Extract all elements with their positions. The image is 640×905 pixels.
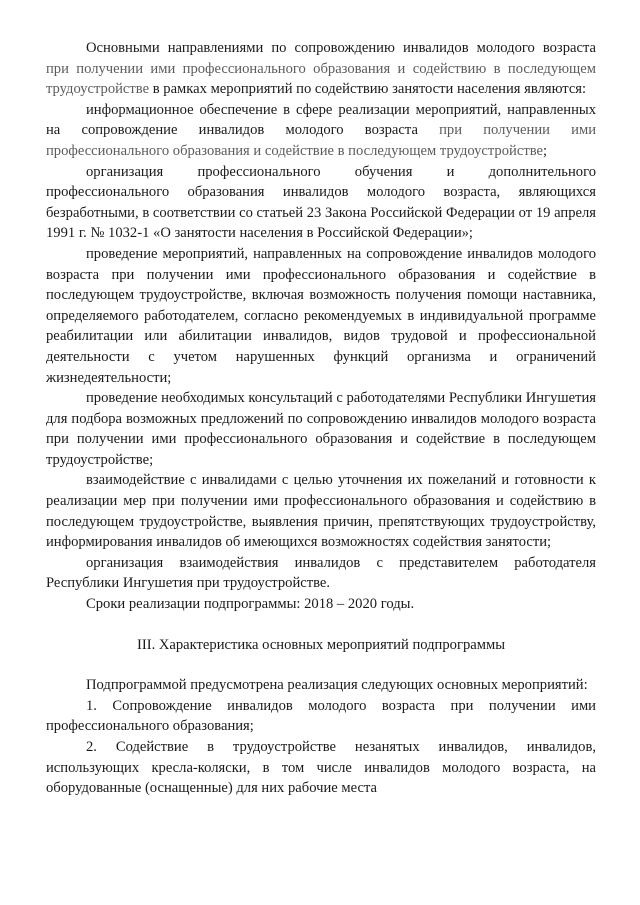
intro-text-muted: при получении ими профессионального образования и содействию в последующем трудоустройстве <box>46 60 596 98</box>
intro-text-3: в рамках мероприятий по содействию занятости населения являются: <box>149 81 587 98</box>
section-heading: III. Характеристика основных мероприятий подпрограммы <box>136 636 505 653</box>
section-item-2: 2. Содействие в трудоустройстве незанятых инвалидов, инвалидов, использующих кресла-коляски, в том числе инвалидов молодого возраста, на оборудованные (оснащенные) для них рабочие места <box>46 739 596 797</box>
section-intro: Подпрограммой предусмотрена реализация следующих основных мероприятий: <box>86 677 588 694</box>
item-events: проведение мероприятий, направленных на сопровождение инвалидов молодого возраста при получении ими профессионального образования и содействие в последующем трудоустройстве, включая возможность получения помощи наставника, определяемого работодателем, согласно рекомендуемых в индивидуальной программе реабилитации или абилитации инвалидов, видов трудовой и профессиональной деятельности с учетом нарушенных функций организма и ограничений жизнедеятельности; <box>46 245 596 386</box>
item-info-text-1: информационное обеспечение в сфере реализации мероприятий, направленных на сопровождение инвалидов молодого возраста <box>46 101 596 139</box>
item-info-text-3: ; <box>542 142 548 159</box>
intro-paragraph <box>46 38 596 100</box>
item-interaction: взаимодействие с инвалидами с целью уточнения их пожеланий и готовности к реализации мер при получении ими профессионального образования и содействию в последующем трудоустройстве, выявления причин, препятствующих трудоустройству, информирования инвалидов об имеющихся возможностях содействия занятости; <box>46 472 596 551</box>
item-info-text-muted: при получении ими профессионального образования и содействие в последующем трудоустройстве <box>46 122 597 159</box>
item-consultations: проведение необходимых консультаций с работодателями Республики Ингушетия для подбора возможных предложений по сопровождению инвалидов молодого возраста при получении ими профессионального образования и содействие в последующем трудоустройстве; <box>46 390 596 468</box>
section-item-1: 1. Сопровождение инвалидов молодого возраста при получении ими профессионального образования; <box>46 697 596 735</box>
intro-text-1: Основными направлениями по сопровождению инвалидов молодого возраста <box>86 40 596 56</box>
item-training: организация профессионального обучения и дополнительного профессионального образования инвалидов молодого возраста, являющихся безработными, в соответствии со статьей 23 Закона Российской Федерации от 19 апреля 1991 г. № 1032-1 «О занятости населения в Российской Федерации»; <box>46 163 596 242</box>
item-organization: организация взаимодействия инвалидов с представителем работодателя Республики Ингушетия при трудоустройстве. <box>46 554 596 592</box>
deadline-paragraph: Сроки реализации подпрограммы: 2018 – 2020 годы. <box>86 596 415 613</box>
item-info <box>46 100 596 162</box>
document-page <box>46 38 596 799</box>
